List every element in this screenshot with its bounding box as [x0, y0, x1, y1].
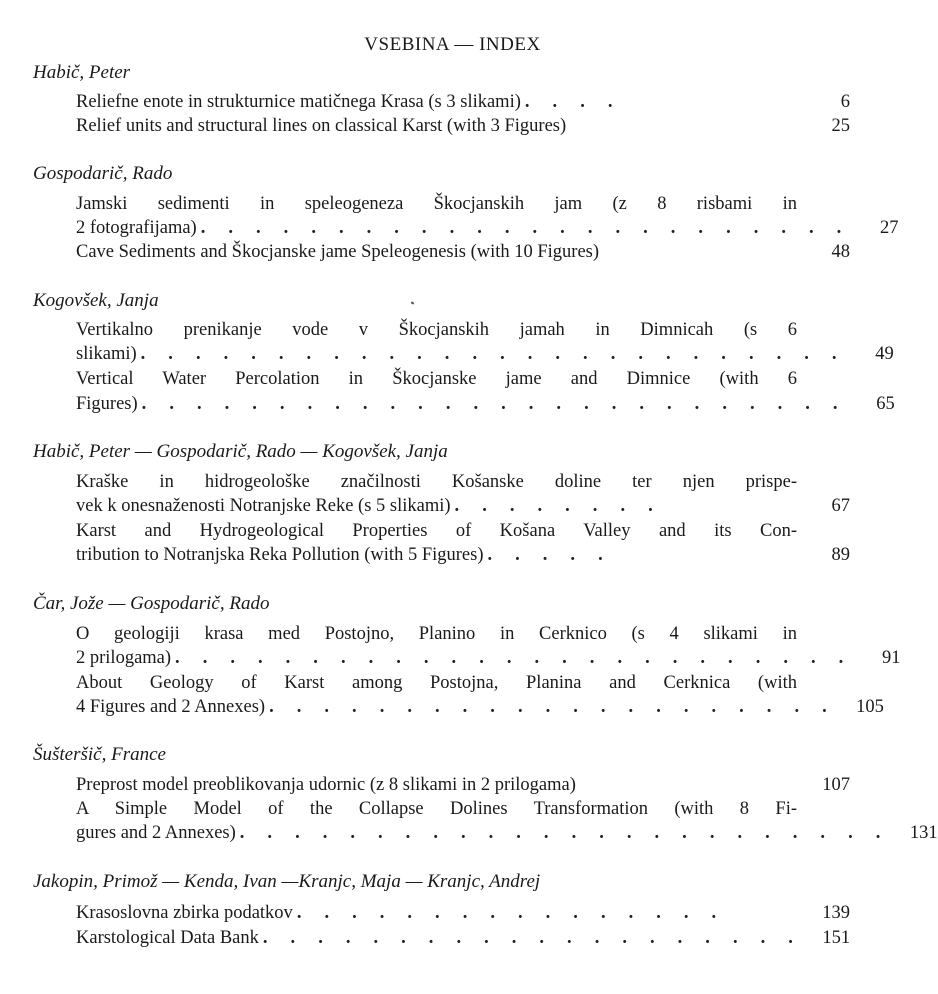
page-number: 107: [822, 775, 850, 795]
entry-title-line: slikami): [76, 342, 141, 366]
toc-entry[interactable]: [76, 797, 938, 843]
leader-dots: . . . . . . . .: [454, 496, 662, 516]
entry-title-line: Krasoslovna zbirka podatkov: [76, 901, 297, 925]
toc-entry[interactable]: [76, 318, 894, 364]
author-heading: Gospodarič, Rado: [33, 163, 173, 184]
page-number: 65: [876, 394, 895, 414]
page-number: 89: [831, 545, 850, 565]
page-number: 139: [822, 903, 850, 923]
page-number: 27: [880, 218, 899, 238]
entry-title-line: Kraške in hidrogeološke značilnosti Košanske doline ter njen prispe-: [76, 472, 797, 492]
page-number: 25: [831, 116, 850, 136]
page-number: 6: [840, 92, 850, 112]
leader-dots: . . . . . . . . . . . . . . . . . . . . . . . . . .: [141, 394, 847, 414]
page-title: VSEBINA — INDEX: [364, 34, 541, 55]
author-heading: Habič, Peter: [33, 62, 131, 83]
author-heading: Kogovšek, Janja: [33, 290, 159, 311]
leader-dots: . . . .: [524, 92, 622, 112]
entry-title-line: vek k onesnaženosti Notranjske Reke (s 5 slikami): [76, 494, 455, 518]
page-number: 131: [909, 823, 938, 843]
leader-dots: . . . . . . . . . . . . . . . . . . . . . . . .: [200, 218, 851, 238]
print-speck: [411, 301, 415, 304]
toc-entry[interactable]: [76, 240, 850, 264]
page-number: 67: [831, 496, 850, 516]
toc-entry[interactable]: [76, 367, 895, 414]
entry-title-line: 2 fotografijama): [76, 216, 201, 240]
leader-dots: . . . . . . . . . . . . . . . . . . . . .: [269, 697, 836, 717]
entry-title-line: tribution to Notranjska Reka Pollution (with 5 Figures): [76, 543, 487, 567]
entry-title-line: Relief units and structural lines on classical Karst (with 3 Figures): [76, 116, 567, 136]
entry-title-line: Karstological Data Bank: [76, 926, 263, 950]
leader-dots: . . . . . . . . . . . . . . . .: [296, 903, 726, 923]
author-heading: Jakopin, Primož — Kenda, Ivan —Kranjc, Maja — Kranjc, Andrej: [33, 871, 541, 892]
author-heading: Habič, Peter — Gospodarič, Rado — Kogovšek, Janja: [33, 441, 448, 462]
toc-entry[interactable]: [76, 519, 850, 565]
page-number: 48: [831, 242, 850, 262]
page-number: 105: [856, 697, 884, 717]
entry-title-line: Preprost model preoblikovanja udornic (z 8 slikami in 2 prilogama): [76, 775, 576, 795]
entry-title-line: Jamski sedimenti in speleogeneza Škocjanskih jam (z 8 risbami in: [76, 194, 797, 214]
leader-dots: . . . . . . . . . . . . . . . . . . . . . . . . . .: [140, 344, 846, 364]
toc-entry[interactable]: [76, 470, 850, 516]
toc-entry[interactable]: [76, 114, 850, 138]
toc-entry[interactable]: [76, 773, 850, 797]
entry-title-line: Reliefne enote in strukturnice matičnega Krasa (s 3 slikami): [76, 90, 525, 114]
leader-dots: . . . . .: [487, 545, 612, 565]
entry-title-line: Karst and Hydrogeological Properties of Košana Valley and its Con-: [76, 521, 797, 541]
leader-dots: . . . . . . . . . . . . . . . . . . . .: [262, 928, 803, 948]
page-number: 91: [881, 648, 901, 668]
page-number: 151: [822, 928, 851, 948]
entry-title-line: Cave Sediments and Škocjanske jame Speleogenesis (with 10 Figures): [76, 242, 600, 262]
toc-entry[interactable]: [76, 192, 899, 238]
entry-title-line: 2 prilogama): [76, 646, 175, 670]
toc-entry[interactable]: [76, 622, 901, 668]
entry-title-line: gures and 2 Annexes): [76, 821, 240, 845]
entry-title-line: O geologiji krasa med Postojno, Planino in Cerknico (s 4 slikami in: [76, 624, 797, 644]
entry-title-line: Vertical Water Percolation in Škocjanske jame and Dimnice (with 6: [76, 369, 797, 389]
toc-entry[interactable]: [76, 901, 850, 925]
entry-title-line: A Simple Model of the Collapse Dolines Transformation (with 8 Fi-: [76, 799, 797, 819]
toc-entry[interactable]: [76, 671, 884, 717]
entry-title-line: 4 Figures and 2 Annexes): [76, 695, 269, 719]
toc-entry[interactable]: [76, 926, 850, 950]
entry-title-line: Vertikalno prenikanje vode v Škocjanskih jamah in Dimnicah (s 6: [76, 320, 797, 340]
leader-dots: . . . . . . . . . . . . . . . . . . . . . . . .: [239, 823, 890, 843]
author-heading: Šušteršič, France: [33, 744, 166, 765]
leader-dots: . . . . . . . . . . . . . . . . . . . . . . . . .: [175, 648, 853, 668]
entry-title-line: About Geology of Karst among Postojna, Planina and Cerknica (with: [76, 673, 797, 693]
page-number: 49: [875, 344, 894, 364]
toc-entry[interactable]: [76, 90, 850, 114]
entry-title-line: Figures): [76, 392, 142, 416]
author-heading: Čar, Jože — Gospodarič, Rado: [33, 593, 270, 614]
